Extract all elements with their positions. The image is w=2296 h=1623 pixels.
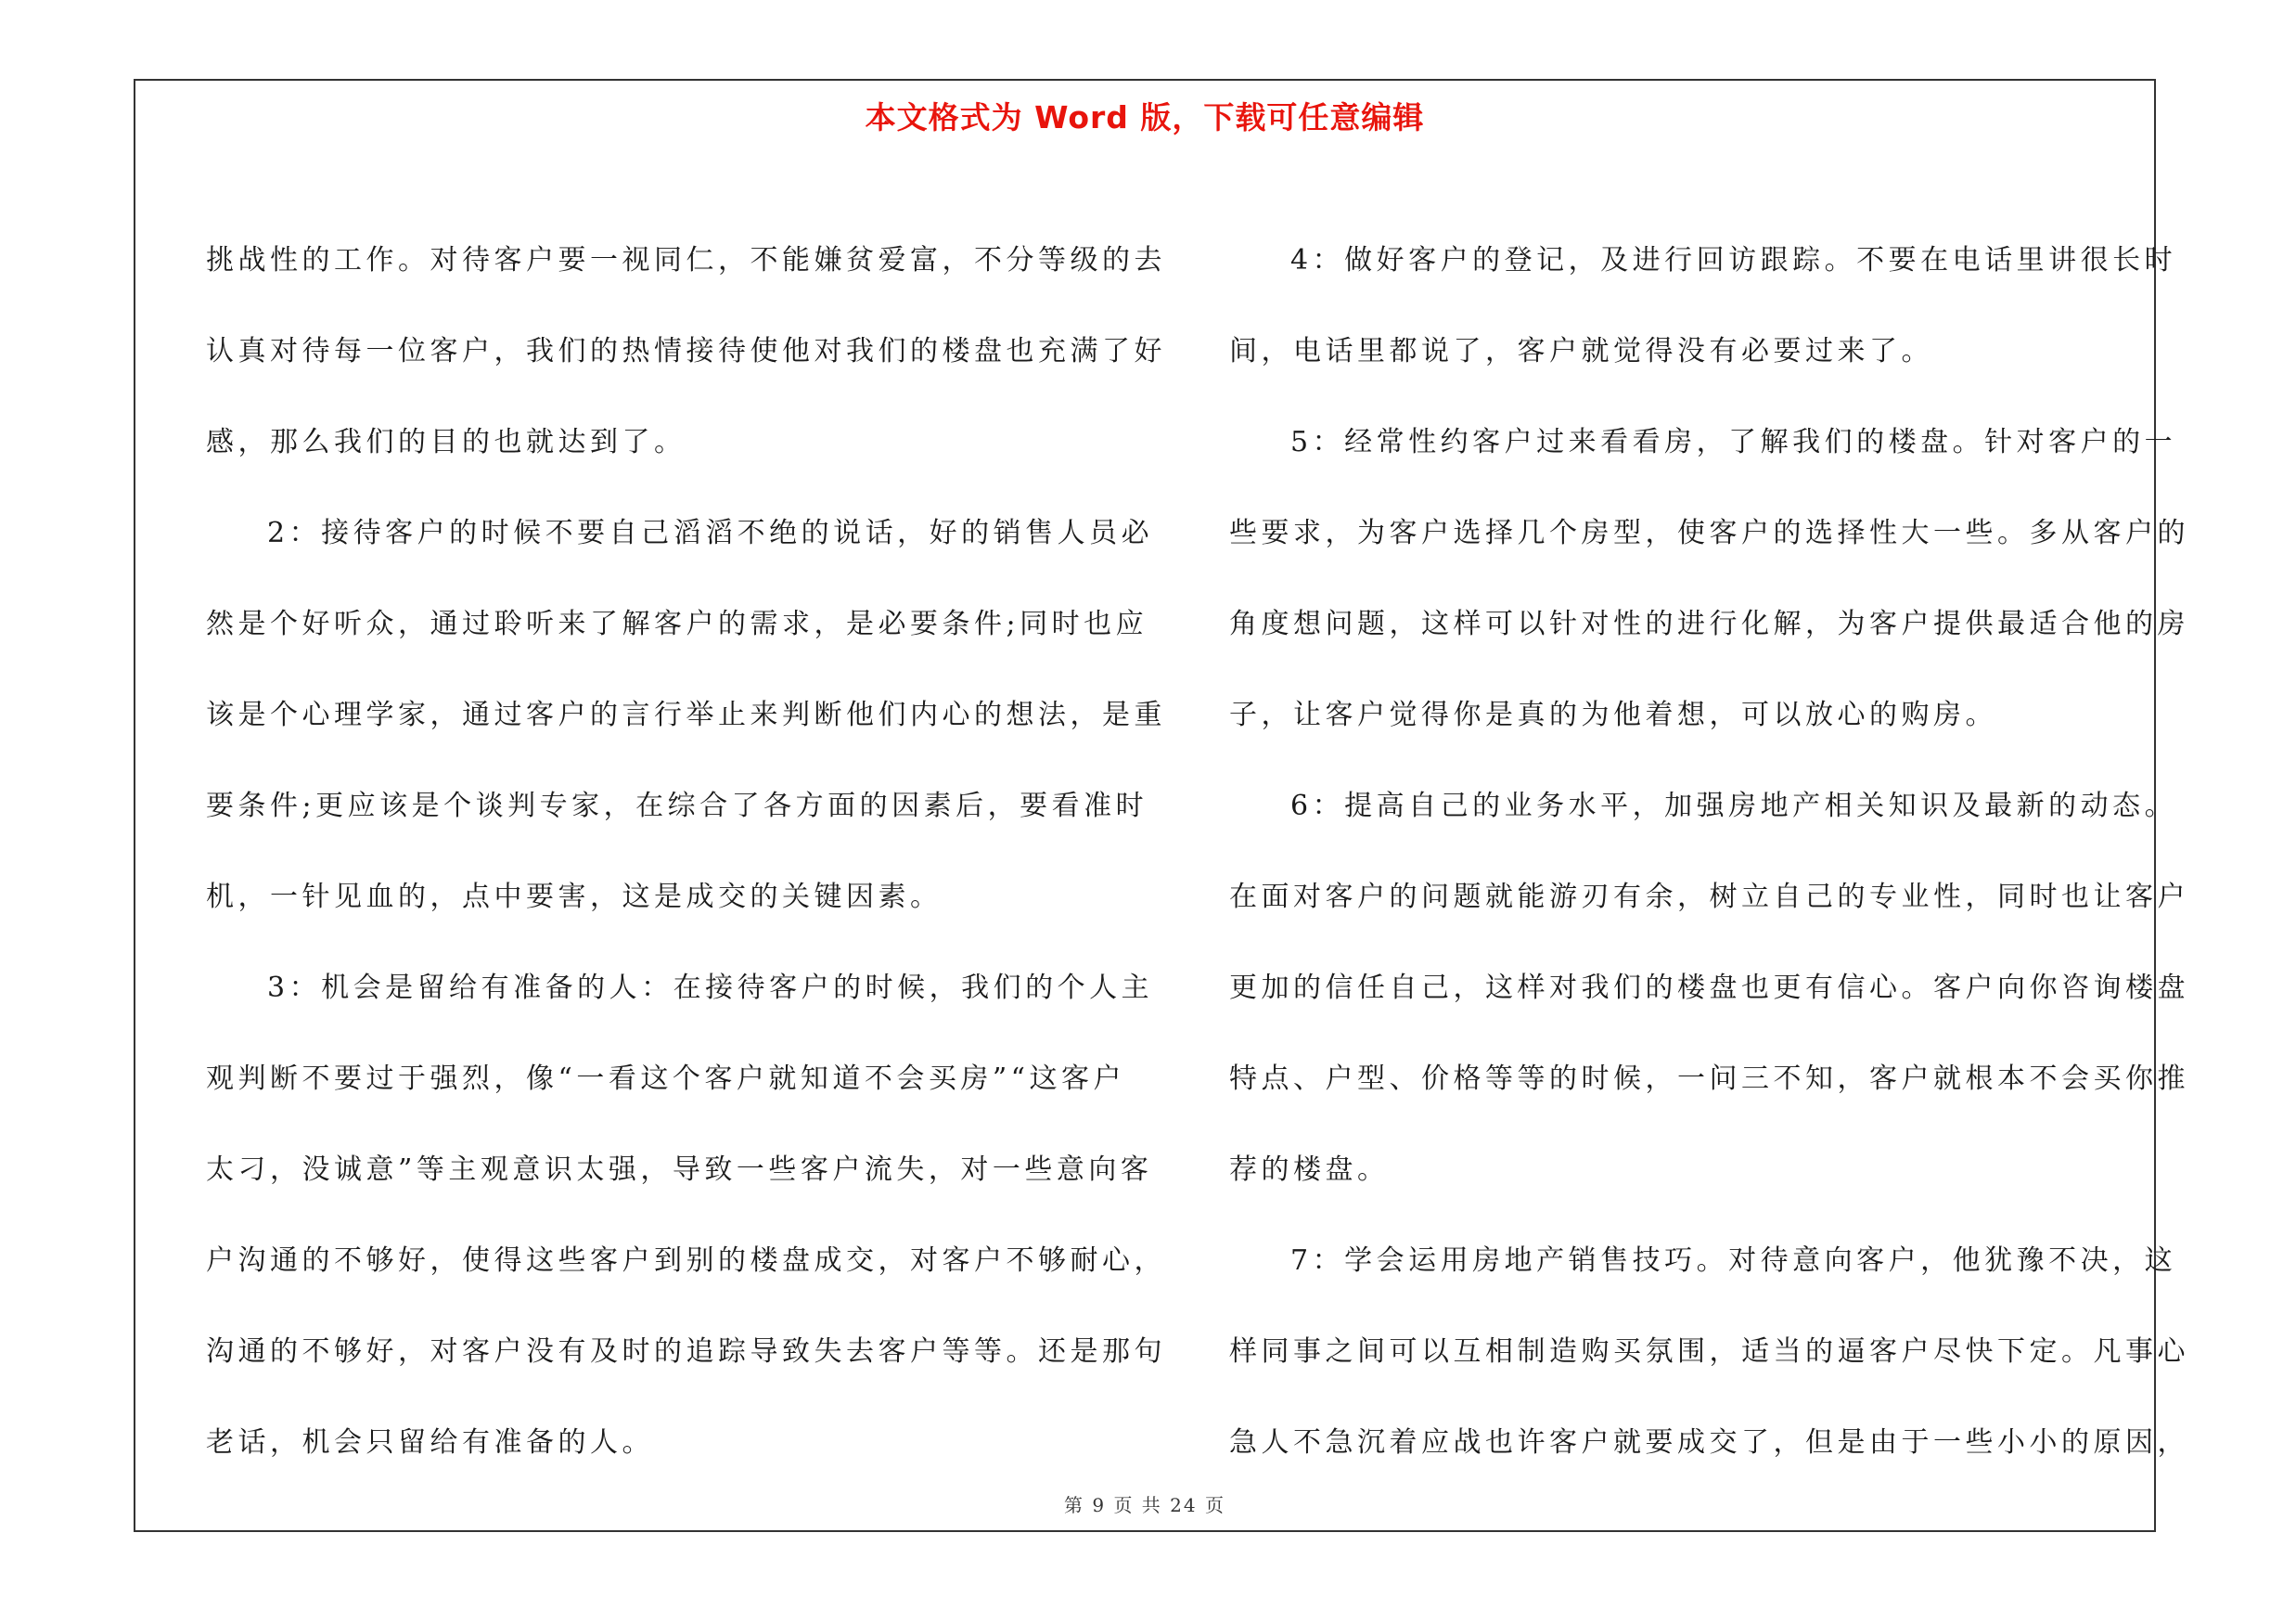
left-text-column — [206, 215, 1166, 1488]
left-line-10: 观判断不要过于强烈，像“一看这个客户就知道不会买房”“这客户 — [206, 1063, 1126, 1095]
right-line-9: 更加的信任自己，这样对我们的楼盘也更有信心。客户向你咨询楼盘 — [1229, 972, 2189, 1004]
left-line-12: 户沟通的不够好，使得这些客户到别的楼盘成交，对客户不够耐心， — [206, 1244, 1166, 1277]
right-text-column — [1229, 215, 2189, 1488]
left-line-5: 然是个好听众，通过聆听来了解客户的需求，是必要条件;同时也应 — [206, 608, 1148, 640]
right-line-1: 4：做好客户的登记，及进行回访跟踪。不要在电话里讲很长时 — [1290, 244, 2177, 277]
right-line-11: 荐的楼盘。 — [1229, 1153, 1390, 1186]
right-line-6: 子，让客户觉得你是真的为他着想，可以放心的购房。 — [1229, 699, 1997, 731]
right-line-4: 些要求，为客户选择几个房型，使客户的选择性大一些。多从客户的 — [1229, 517, 2189, 549]
left-line-6: 该是个心理学家，通过客户的言行举止来判断他们内心的想法，是重 — [206, 699, 1166, 731]
right-line-12: 7：学会运用房地产销售技巧。对待意向客户，他犹豫不决，这 — [1290, 1244, 2177, 1277]
page-header-title: 本文格式为 Word 版，下载可任意编辑 — [865, 99, 1425, 135]
right-line-14: 急人不急沉着应战也许客户就要成交了，但是由于一些小小的原因， — [1229, 1426, 2189, 1459]
left-line-11: 太刁，没诚意”等主观意识太强，导致一些客户流失，对一些意向客 — [206, 1153, 1153, 1186]
left-line-9: 3：机会是留给有准备的人：在接待客户的时候，我们的个人主 — [267, 972, 1154, 1004]
page-frame — [134, 79, 2189, 1532]
left-line-2: 认真对待每一位客户，我们的热情接待使他对我们的楼盘也充满了好 — [206, 335, 1166, 367]
left-line-14: 老话，机会只留给有准备的人。 — [206, 1426, 654, 1459]
left-line-3: 感，那么我们的目的也就达到了。 — [206, 426, 686, 458]
right-line-10: 特点、户型、价格等等的时候，一问三不知，客户就根本不会买你推 — [1229, 1063, 2189, 1095]
right-line-7: 6：提高自己的业务水平，加强房地产相关知识及最新的动态。 — [1290, 790, 2177, 822]
left-line-13: 沟通的不够好，对客户没有及时的追踪导致失去客户等等。还是那句 — [206, 1335, 1166, 1368]
right-line-3: 5：经常性约客户过来看看房，了解我们的楼盘。针对客户的一 — [1290, 426, 2177, 458]
left-line-1: 挑战性的工作。对待客户要一视同仁，不能嫌贫爱富，不分等级的去 — [206, 244, 1166, 277]
left-line-7: 要条件;更应该是个谈判专家，在综合了各方面的因素后，要看准时 — [206, 790, 1148, 822]
right-line-5: 角度想问题，这样可以针对性的进行化解，为客户提供最适合他的房 — [1229, 608, 2189, 640]
right-line-8: 在面对客户的问题就能游刃有余，树立自己的专业性，同时也让客户 — [1229, 881, 2189, 913]
right-line-2: 间，电话里都说了，客户就觉得没有必要过来了。 — [1229, 335, 1933, 367]
left-line-8: 机，一针见血的，点中要害，这是成交的关键因素。 — [206, 881, 943, 913]
page-number-footer: 第 9 页 共 24 页 — [1064, 1494, 1225, 1516]
left-line-4: 2：接待客户的时候不要自己滔滔不绝的说话，好的销售人员必 — [267, 517, 1154, 549]
right-line-13: 样同事之间可以互相制造购买氛围，适当的逼客户尽快下定。凡事心 — [1229, 1335, 2189, 1368]
